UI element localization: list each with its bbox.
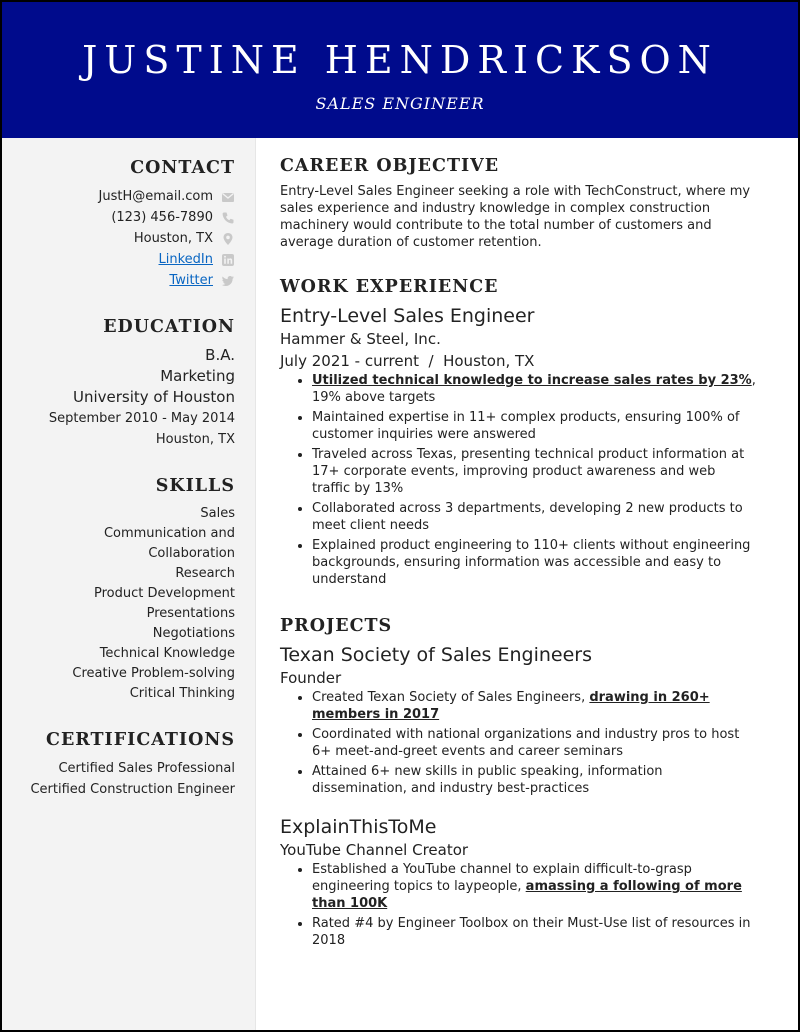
sidebar xyxy=(2,138,256,1030)
email-text: JustH@email.com xyxy=(98,189,213,204)
skill-item: Communication and Collaboration xyxy=(103,526,235,561)
list-item: • Attained 6+ new skills in public speaking, information dissemination, and industry best-practices xyxy=(312,763,756,797)
contact-phone xyxy=(12,207,235,228)
highlight-text: drawing in 260+ members in 2017 xyxy=(312,690,710,722)
skill-item: Creative Problem-solving xyxy=(72,666,235,681)
project-role: YouTube Channel Creator xyxy=(280,841,469,859)
bullet-text: , 19% above targets xyxy=(312,373,756,405)
skill-item: Product Development xyxy=(93,586,235,601)
phone-text: (123) 456-7890 xyxy=(111,210,213,225)
certification-item: Certified Sales Professional xyxy=(58,761,235,776)
bullet-text: Created Texan Society of Sales Engineers, xyxy=(312,690,590,705)
bullet-text: Established a YouTube channel to explain difficult-to-grasp engineering topics to laypeople, xyxy=(312,862,692,894)
project-item xyxy=(280,643,756,797)
envelope-icon xyxy=(221,190,235,204)
project-role: Founder xyxy=(280,669,342,687)
contact-email xyxy=(12,186,235,207)
job-title: SALES ENGINEER xyxy=(315,94,485,113)
contact-linkedin xyxy=(12,249,235,270)
work-dates: July 2021 - current / Houston, TX xyxy=(280,352,535,370)
objective-heading: CAREER OBJECTIVE xyxy=(280,156,500,176)
work-bullets xyxy=(280,372,756,588)
certifications-heading: CERTIFICATIONS xyxy=(46,730,235,750)
project-bullets xyxy=(280,689,756,797)
phone-icon xyxy=(221,211,235,225)
contact-twitter xyxy=(12,270,235,291)
list-item xyxy=(312,372,756,406)
list-item: • Traveled across Texas, presenting technical product information at 17+ corporate events, improving product awareness and web traffic by 13% xyxy=(312,446,756,497)
education-school: University of Houston xyxy=(72,388,235,406)
work-section xyxy=(280,279,756,588)
education-location: Houston, TX xyxy=(155,432,235,447)
objective-text: Entry-Level Sales Engineer seeking a role with TechConstruct, where my sales experience and industry knowledge in complex construction machinery would contribute to the total number of customers and average duration of customer retention. xyxy=(280,184,751,250)
skill-item: Sales xyxy=(200,506,235,521)
objective-section xyxy=(280,158,756,251)
contact-heading: CONTACT xyxy=(130,158,235,178)
project-name: Texan Society of Sales Engineers xyxy=(280,644,593,666)
list-item: • Rated #4 by Engineer Toolbox on their Must-Use list of resources in 2018 xyxy=(312,915,756,949)
list-item: • Maintained expertise in 11+ complex products, ensuring 100% of customer inquiries were answered xyxy=(312,409,756,443)
work-role: Entry-Level Sales Engineer xyxy=(280,305,535,327)
projects-heading: PROJECTS xyxy=(280,616,393,636)
skill-item: Critical Thinking xyxy=(129,686,235,701)
linkedin-icon[interactable] xyxy=(221,253,235,267)
skill-item: Negotiations xyxy=(152,626,235,641)
resume-body xyxy=(2,138,798,1030)
education-degree: B.A. xyxy=(205,346,235,364)
education-major: Marketing xyxy=(160,367,235,385)
skills-section xyxy=(12,476,235,704)
project-bullets xyxy=(280,861,756,949)
twitter-icon[interactable] xyxy=(221,274,235,288)
certification-item: Certified Construction Engineer xyxy=(30,782,235,797)
header-banner xyxy=(2,2,798,138)
skill-item: Research xyxy=(175,566,235,581)
highlight-text: amassing a following of more than 100K xyxy=(312,879,742,911)
list-item: • Explained product engineering to 110+ clients without engineering backgrounds, ensuring information was accessible and easy to understand xyxy=(312,537,756,588)
list-item xyxy=(312,861,756,912)
list-item: • Collaborated across 3 departments, developing 2 new products to meet client needs xyxy=(312,500,756,534)
education-dates: September 2010 - May 2014 xyxy=(48,411,235,426)
contact-section xyxy=(12,158,235,291)
skills-heading: SKILLS xyxy=(155,476,235,496)
location-text: Houston, TX xyxy=(133,231,213,246)
work-company: Hammer & Steel, Inc. xyxy=(280,330,441,348)
work-heading: WORK EXPERIENCE xyxy=(280,277,499,297)
contact-location xyxy=(12,228,235,249)
candidate-name: JUSTINE HENDRICKSON xyxy=(82,38,718,82)
certifications-section xyxy=(12,730,235,800)
education-section xyxy=(12,317,235,450)
projects-section xyxy=(280,618,756,949)
main-content xyxy=(256,138,798,1030)
skill-item: Technical Knowledge xyxy=(99,646,235,661)
highlight-text: Utilized technical knowledge to increase sales rates by 23% xyxy=(312,373,752,388)
twitter-link[interactable]: Twitter xyxy=(169,273,213,288)
skill-item: Presentations xyxy=(146,606,235,621)
linkedin-link[interactable]: LinkedIn xyxy=(158,252,213,267)
education-heading: EDUCATION xyxy=(103,317,235,337)
list-item xyxy=(312,689,756,723)
list-item: • Coordinated with national organizations and industry pros to host 6+ meet-and-greet events and career seminars xyxy=(312,726,756,760)
location-pin-icon xyxy=(221,232,235,246)
project-name: ExplainThisToMe xyxy=(280,816,437,838)
project-item xyxy=(280,815,756,949)
